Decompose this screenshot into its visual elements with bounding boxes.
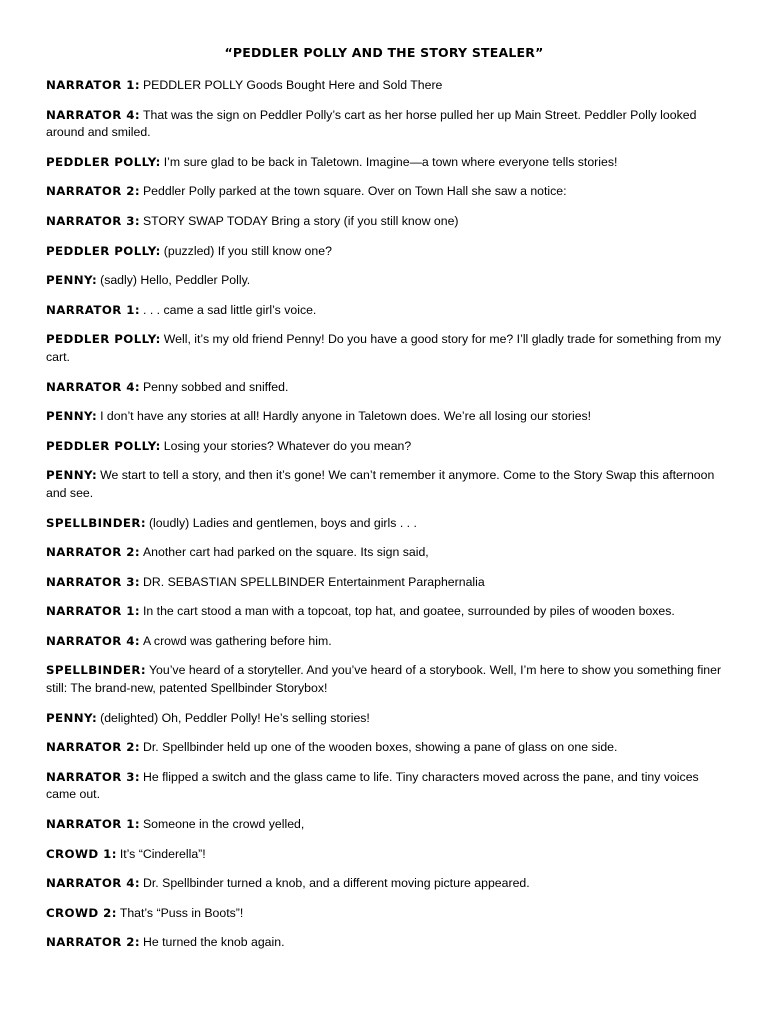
- script-line: [46, 331, 726, 366]
- dialogue-text: Losing your stories? Whatever do you mean?: [163, 438, 412, 453]
- dialogue-text: I don’t have any stories at all! Hardly anyone in Taletown does. We’re all losing our stories!: [100, 409, 592, 424]
- script-line: [46, 77, 726, 95]
- script-line: [46, 905, 726, 923]
- script-line: [46, 438, 726, 456]
- speaker-name: NARRATOR 4:: [46, 379, 140, 394]
- dialogue-text: Well, it’s my old friend Penny! Do you have a good story for me? I’ll gladly trade for something from my cart.: [46, 332, 722, 364]
- script-line: [46, 467, 726, 502]
- speaker-name: PENNY:: [46, 409, 98, 424]
- script-line: [46, 710, 726, 728]
- speaker-name: PEDDLER POLLY:: [46, 154, 161, 169]
- speaker-name: NARRATOR 1:: [46, 78, 140, 92]
- speaker-name: CROWD 1:: [46, 846, 117, 861]
- dialogue-text: Peddler Polly parked at the town square. Over on Town Hall she saw a notice:: [142, 184, 567, 199]
- speaker-name: PENNY:: [46, 273, 98, 288]
- dialogue-text: He turned the knob again.: [142, 935, 285, 950]
- script-line: [46, 408, 726, 426]
- dialogue-text: (puzzled) If you still know one?: [163, 243, 332, 258]
- dialogue-text: STORY SWAP TODAY Bring a story (if you still know one): [142, 213, 459, 228]
- dialogue-text: Dr. Spellbinder turned a knob, and a different moving picture appeared.: [142, 876, 530, 891]
- script-line: [46, 662, 726, 697]
- script-line: [46, 603, 726, 621]
- speaker-name: NARRATOR 4:: [46, 633, 140, 648]
- dialogue-text: Penny sobbed and sniffed.: [142, 379, 289, 394]
- speaker-name: NARRATOR 3:: [46, 213, 140, 228]
- dialogue-text: I’m sure glad to be back in Taletown. Imagine—a town where everyone tells stories!: [163, 154, 618, 169]
- dialogue-text: Another cart had parked on the square. Its sign said,: [142, 545, 429, 560]
- script-line: [46, 107, 726, 142]
- dialogue-text: Dr. Spellbinder held up one of the wooden boxes, showing a pane of glass on one side.: [142, 740, 618, 755]
- speaker-name: PEDDLER POLLY:: [46, 438, 161, 453]
- dialogue-text: You’ve heard of a storyteller. And you’ve heard of a storybook. Well, I’m here to show you something finer still: The brand-new, patented Spellbinder Storybox!: [46, 663, 722, 696]
- dialogue-text: Someone in the crowd yelled,: [142, 817, 305, 832]
- speaker-name: NARRATOR 2:: [46, 935, 140, 950]
- speaker-name: NARRATOR 1:: [46, 604, 140, 619]
- speaker-name: NARRATOR 4:: [46, 107, 140, 122]
- speaker-name: CROWD 2:: [46, 905, 117, 920]
- script-line: [46, 379, 726, 397]
- dialogue-text: . . . came a sad little girl’s voice.: [142, 302, 317, 317]
- script-line: [46, 154, 726, 172]
- script-line: [46, 574, 726, 592]
- script-line: [46, 739, 726, 757]
- speaker-name: NARRATOR 3:: [46, 574, 140, 589]
- script-line: [46, 213, 726, 231]
- script-line: [46, 934, 726, 952]
- script-line: [46, 183, 726, 201]
- dialogue-text: He flipped a switch and the glass came to life. Tiny characters moved across the pane, and tiny voices came out.: [46, 769, 699, 802]
- script-line: [46, 633, 726, 651]
- speaker-name: NARRATOR 2:: [46, 740, 140, 755]
- dialogue-text: (loudly) Ladies and gentlemen, boys and girls . . .: [148, 515, 417, 530]
- dialogue-text: PEDDLER POLLY Goods Bought Here and Sold There: [142, 78, 443, 92]
- script-line: [46, 769, 726, 804]
- script-line: [46, 302, 726, 320]
- script-line: [46, 544, 726, 562]
- script-lines: [46, 77, 726, 964]
- speaker-name: NARRATOR 2:: [46, 545, 140, 560]
- speaker-name: PENNY:: [46, 468, 98, 483]
- dialogue-text: We start to tell a story, and then it’s gone! We can’t remember it anymore. Come to the Story Swap this afternoon and see.: [46, 468, 715, 500]
- dialogue-text: In the cart stood a man with a topcoat, top hat, and goatee, surrounded by piles of wooden boxes.: [142, 604, 675, 619]
- dialogue-text: DR. SEBASTIAN SPELLBINDER Entertainment Paraphernalia: [142, 574, 485, 589]
- script-line: [46, 846, 726, 864]
- speaker-name: SPELLBINDER:: [46, 663, 146, 678]
- speaker-name: PEDDLER POLLY:: [46, 332, 161, 347]
- speaker-name: PEDDLER POLLY:: [46, 243, 161, 258]
- speaker-name: NARRATOR 1:: [46, 302, 140, 317]
- speaker-name: NARRATOR 3:: [46, 769, 140, 784]
- speaker-name: NARRATOR 2:: [46, 184, 140, 199]
- script-line: [46, 875, 726, 893]
- script-line: [46, 816, 726, 834]
- script-title: “PEDDLER POLLY AND THE STORY STEALER”: [224, 45, 544, 60]
- dialogue-text: That’s “Puss in Boots”!: [119, 905, 244, 920]
- dialogue-text: A crowd was gathering before him.: [142, 633, 332, 648]
- dialogue-text: (sadly) Hello, Peddler Polly.: [100, 273, 251, 288]
- dialogue-text: (delighted) Oh, Peddler Polly! He’s selling stories!: [100, 710, 370, 725]
- script-line: [46, 243, 726, 261]
- dialogue-text: It’s “Cinderella”!: [119, 846, 206, 861]
- script-line: [46, 272, 726, 290]
- speaker-name: PENNY:: [46, 710, 98, 725]
- dialogue-text: That was the sign on Peddler Polly’s cart as her horse pulled her up Main Street. Peddler Polly looked around and smiled.: [46, 107, 697, 140]
- speaker-name: SPELLBINDER:: [46, 515, 146, 530]
- speaker-name: NARRATOR 4:: [46, 876, 140, 891]
- script-line: [46, 515, 726, 533]
- speaker-name: NARRATOR 1:: [46, 817, 140, 832]
